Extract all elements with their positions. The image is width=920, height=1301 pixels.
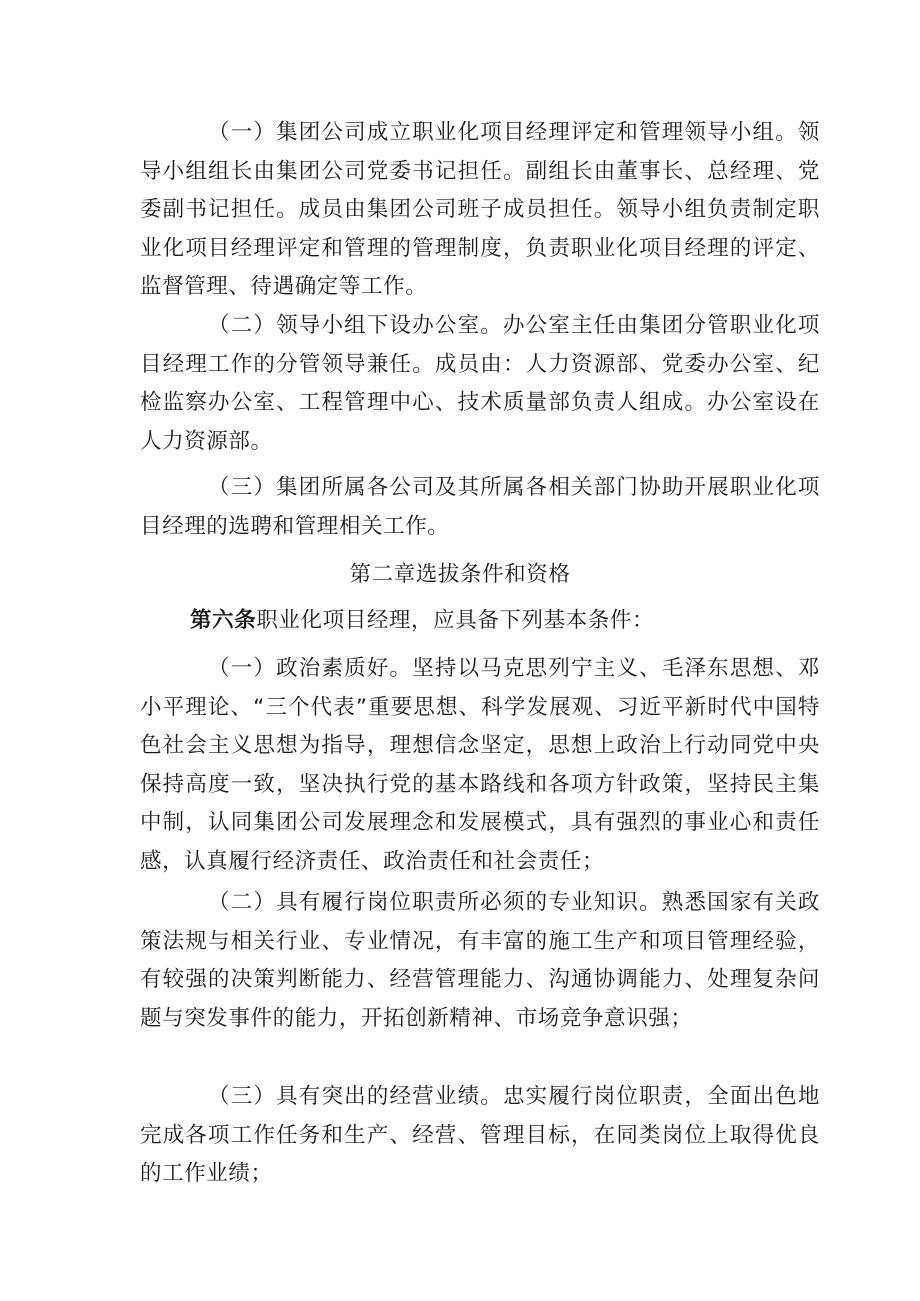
chapter-heading: 第二章选拔条件和资格: [349, 562, 571, 587]
paragraph-professional-knowledge: （二）具有履行岗位职责所必须的专业知识。熟悉国家有关政策法规与相关行业、专业情况，有丰富的施工生产和项目管理经验，有较强的决策判断能力、经营管理能力、沟通协调能力、处理复杂问题与突发事件的能力，开拓创新精神、市场竞争意识强；: [140, 890, 820, 1031]
paragraph-performance: （三）具有突出的经营业绩。忠实履行岗位职责，全面出色地完成各项工作任务和生产、经营、管理目标，在同类岗位上取得优良的工作业绩；: [140, 1084, 820, 1186]
article-six: [140, 602, 820, 641]
article-text: 职业化项目经理，应具备下列基本条件：: [256, 608, 655, 633]
paragraph-political-quality: （一）政治素质好。坚持以马克思列宁主义、毛泽东思想、邓小平理论、“三个代表”重要思想、科学发展观、习近平新时代中国特色社会主义思想为指导，理想信念坚定，思想上政治上行动同党中央保持高度一致，坚决执行党的基本路线和各项方针政策，坚持民主集中制，认同集团公司发展理念和发展模式，具有强烈的事业心和责任感，认真履行经济责任、政治责任和社会责任；: [140, 656, 820, 874]
paragraph-leadership-group: （一）集团公司成立职业化项目经理评定和管理领导小组。领导小组组长由集团公司党委书记担任。副组长由董事长、总经理、党委副书记担任。成员由集团公司班子成员担任。领导小组负责制定职业化项目经理评定和管理的管理制度，负责职业化项目经理的评定、监督管理、待遇确定等工作。: [140, 120, 820, 299]
article-label: 第六条: [190, 608, 257, 633]
paragraph-office: （二）领导小组下设办公室。办公室主任由集团分管职业化项目经理工作的分管领导兼任。成员由：人力资源部、党委办公室、纪检监察办公室、工程管理中心、技术质量部负责人组成。办公室设在人力资源部。: [140, 313, 820, 454]
paragraph-subsidiaries: （三）集团所属各公司及其所属各相关部门协助开展职业化项目经理的选聘和管理相关工作。: [140, 475, 820, 539]
